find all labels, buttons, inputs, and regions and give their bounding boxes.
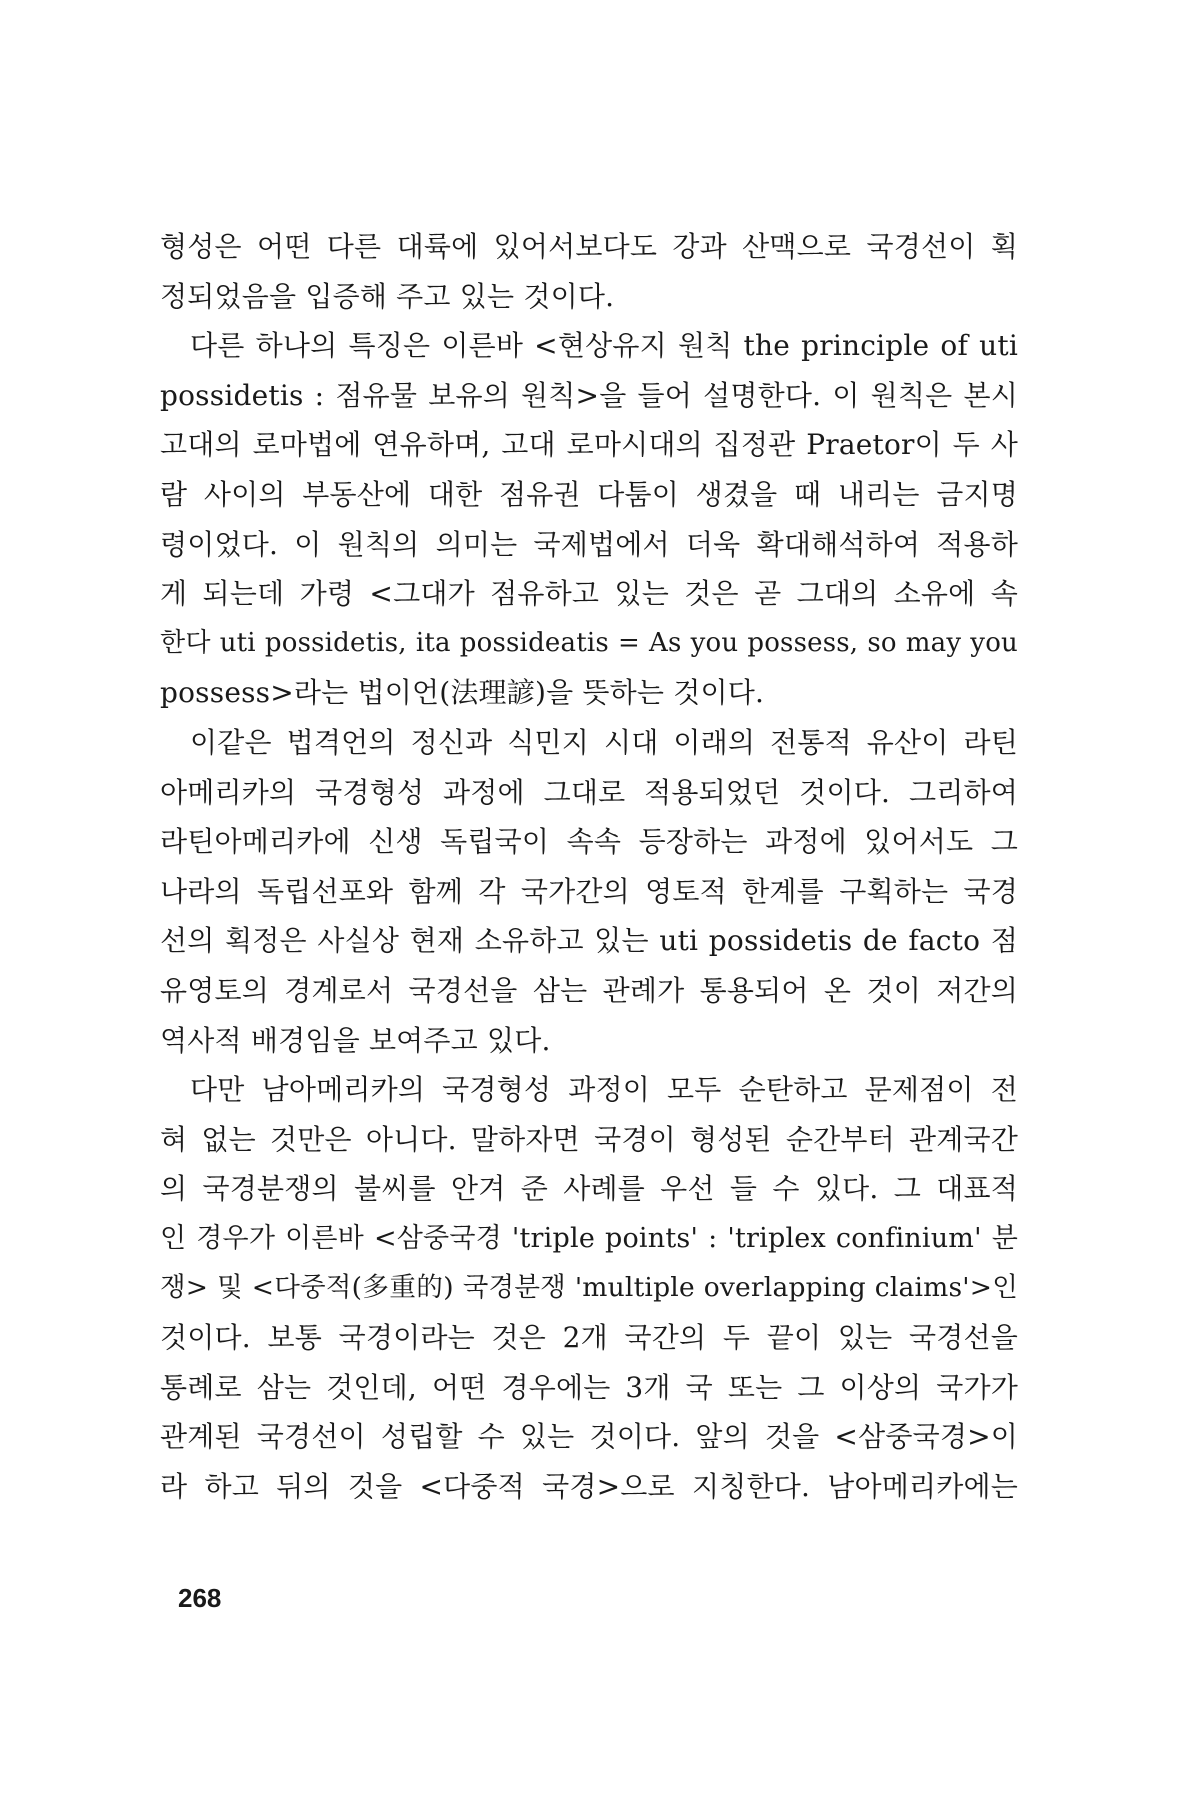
- text-line: 관계된 국경선이 성립할 수 있는 것이다. 앞의 것을 <삼중국경>이: [160, 1420, 1018, 1454]
- text-line: 다만 남아메리카의 국경형성 과정이 모두 순탄하고 문제점이 전: [190, 1073, 1018, 1107]
- text-line: 인 경우가 이른바 <삼중국경 'triple points' : 'triplex confinium' 분: [160, 1222, 1018, 1254]
- text-line: 것이다. 보통 국경이라는 것은 2개 국간의 두 끝이 있는 국경선을: [160, 1321, 1018, 1355]
- text-line: possidetis : 점유물 보유의 원칙>을 들어 설명한다. 이 원칙은 본시: [160, 378, 1018, 412]
- text-line: 고대의 로마법에 연유하며, 고대 로마시대의 집정관 Praetor이 두 사: [160, 428, 1018, 462]
- text-line: 선의 획정은 사실상 현재 소유하고 있는 uti possidetis de facto 점: [160, 924, 1018, 958]
- text-line: 정되었음을 입증해 주고 있는 것이다.: [160, 279, 615, 313]
- text-line: 형성은 어떤 다른 대륙에 있어서보다도 강과 산맥으로 국경선이 획: [160, 230, 1018, 263]
- text-line: 의 국경분쟁의 불씨를 안겨 준 사례를 우선 들 수 있다. 그 대표적: [160, 1172, 1018, 1206]
- text-line: 나라의 독립선포와 함께 각 국가간의 영토적 한계를 구획하는 국경: [160, 874, 1018, 908]
- text-line: 게 되는데 가령 <그대가 점유하고 있는 것은 곧 그대의 소유에 속: [160, 577, 1018, 611]
- text-line: 라틴아메리카에 신생 독립국이 속속 등장하는 과정에 있어서도 그: [160, 825, 1018, 859]
- text-line: 령이었다. 이 원칙의 의미는 국제법에서 더욱 확대해석하여 적용하: [160, 527, 1018, 561]
- text-line: 유영토의 경계로서 국경선을 삼는 관례가 통용되어 온 것이 저간의: [160, 973, 1018, 1007]
- text-line: 이같은 법격언의 정신과 식민지 시대 이래의 전통적 유산이 라틴: [190, 725, 1018, 759]
- text-line: 통례로 삼는 것인데, 어떤 경우에는 3개 국 또는 그 이상의 국가가: [160, 1370, 1018, 1404]
- body-text: [160, 222, 1018, 1511]
- page-number: 268: [178, 1583, 222, 1613]
- text-line: 아메리카의 국경형성 과정에 그대로 적용되었던 것이다. 그리하여: [160, 775, 1018, 809]
- text-line: 역사적 배경임을 보여주고 있다.: [160, 1023, 551, 1057]
- text-line: 람 사이의 부동산에 대한 점유권 다툼이 생겼을 때 내리는 금지명: [160, 477, 1018, 511]
- text-line: 혀 없는 것만은 아니다. 말하자면 국경이 형성된 순간부터 관계국간: [160, 1122, 1018, 1156]
- text-line: 다른 하나의 특징은 이른바 <현상유지 원칙 the principle of uti: [190, 329, 1018, 363]
- text-line: 라 하고 뒤의 것을 <다중적 국경>으로 지칭한다. 남아메리카에는: [160, 1469, 1018, 1503]
- text-line: possess>라는 법이언(法理諺)을 뜻하는 것이다.: [160, 676, 765, 710]
- text-line: 한다 uti possidetis, ita possideatis = As you possess, so may you: [160, 627, 1018, 658]
- text-line: 쟁> 및 <다중적(多重的) 국경분쟁 'multiple overlapping claims'>인: [160, 1272, 1018, 1304]
